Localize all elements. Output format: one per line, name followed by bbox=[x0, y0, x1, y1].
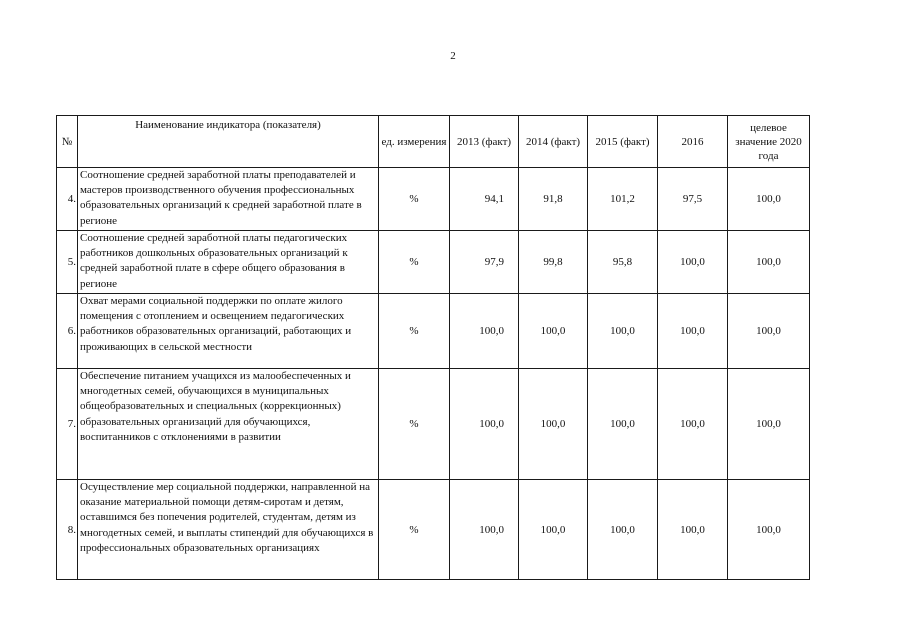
value-target: 100,0 bbox=[728, 480, 810, 580]
header-2013: 2013 (факт) bbox=[450, 116, 519, 168]
header-2015: 2015 (факт) bbox=[588, 116, 658, 168]
value-2014: 100,0 bbox=[519, 480, 588, 580]
value-2014: 100,0 bbox=[519, 294, 588, 369]
value-target: 100,0 bbox=[728, 369, 810, 480]
value-2013: 94,1 bbox=[450, 168, 519, 231]
table-row bbox=[57, 294, 810, 369]
value-2016: 100,0 bbox=[658, 369, 728, 480]
unit-cell: % bbox=[379, 168, 450, 231]
header-target: целевое значение 2020 года bbox=[728, 116, 810, 168]
table-row bbox=[57, 480, 810, 580]
unit-cell: % bbox=[379, 480, 450, 580]
header-2014: 2014 (факт) bbox=[519, 116, 588, 168]
table-row bbox=[57, 369, 810, 480]
unit-cell: % bbox=[379, 369, 450, 480]
value-2013: 100,0 bbox=[450, 480, 519, 580]
value-2013: 97,9 bbox=[450, 231, 519, 294]
page-number: 2 bbox=[450, 50, 456, 62]
header-2016: 2016 bbox=[658, 116, 728, 168]
value-target: 100,0 bbox=[728, 294, 810, 369]
value-2016: 97,5 bbox=[658, 168, 728, 231]
unit-cell: % bbox=[379, 294, 450, 369]
header-unit: ед. измерения bbox=[379, 116, 450, 168]
row-number: 5. bbox=[57, 231, 78, 294]
value-2015: 95,8 bbox=[588, 231, 658, 294]
value-2016: 100,0 bbox=[658, 231, 728, 294]
indicator-name: Соотношение средней заработной платы педагогических работников дошкольных образовательных организаций к средней заработной плате в сфере общего образования в регионе bbox=[78, 231, 379, 294]
unit-cell: % bbox=[379, 231, 450, 294]
value-2013: 100,0 bbox=[450, 369, 519, 480]
table-header-row bbox=[57, 116, 810, 168]
table-row bbox=[57, 168, 810, 231]
value-2014: 100,0 bbox=[519, 369, 588, 480]
header-no: № bbox=[57, 116, 78, 168]
row-number: 7. bbox=[57, 369, 78, 480]
value-2013: 100,0 bbox=[450, 294, 519, 369]
row-number: 6. bbox=[57, 294, 78, 369]
value-target: 100,0 bbox=[728, 231, 810, 294]
indicator-name: Соотношение средней заработной платы преподавателей и мастеров производственного обучения профессиональных образовательных организаций к средней заработной плате в регионе bbox=[78, 168, 379, 231]
indicator-name: Обеспечение питанием учащихся из малообеспеченных и многодетных семей, обучающихся в муниципальных общеобразовательных и специальных (коррекционных) образовательных организаций для обучающихся, воспитанников с отклонениями в развитии bbox=[78, 369, 379, 480]
value-2016: 100,0 bbox=[658, 294, 728, 369]
row-number: 8. bbox=[57, 480, 78, 580]
value-2014: 91,8 bbox=[519, 168, 588, 231]
value-2015: 100,0 bbox=[588, 294, 658, 369]
value-2015: 100,0 bbox=[588, 369, 658, 480]
indicator-name: Осуществление мер социальной поддержки, направленной на оказание материальной помощи детям-сиротам и детям, оставшимся без попечения родителей, студентам, детям из многодетных семей, и выплаты стипендий для обучающихся в профессиональных образовательных организациях bbox=[78, 480, 379, 580]
value-2016: 100,0 bbox=[658, 480, 728, 580]
indicators-table bbox=[56, 115, 810, 580]
row-number: 4. bbox=[57, 168, 78, 231]
header-name: Наименование индикатора (показателя) bbox=[78, 116, 379, 168]
value-2015: 101,2 bbox=[588, 168, 658, 231]
value-target: 100,0 bbox=[728, 168, 810, 231]
value-2015: 100,0 bbox=[588, 480, 658, 580]
value-2014: 99,8 bbox=[519, 231, 588, 294]
table-row bbox=[57, 231, 810, 294]
indicator-name: Охват мерами социальной поддержки по оплате жилого помещения с отоплением и освещением педагогических работников образовательных организаций, работающих и проживающих в сельской местности bbox=[78, 294, 379, 369]
